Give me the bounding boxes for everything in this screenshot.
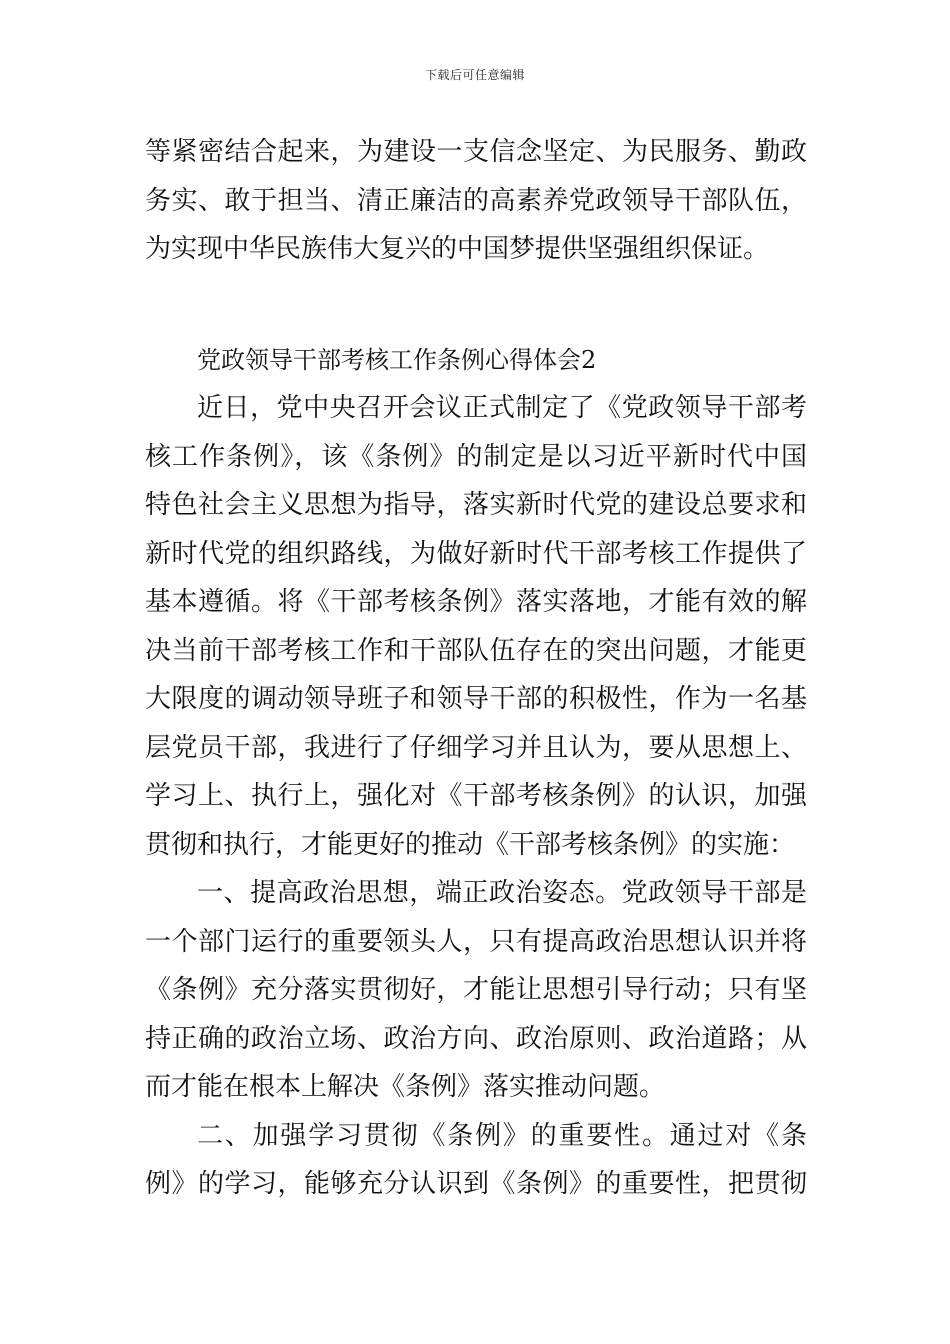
text-line: 特色社会主义思想为指导，落实新时代党的建设总要求和 <box>145 490 807 520</box>
header-note: 下载后可任意编辑 <box>424 68 525 82</box>
text-line: 一个部门运行的重要领头人，只有提高政治思想认识并将 <box>145 926 807 957</box>
intro-paragraph <box>145 128 807 274</box>
text-line: 新时代党的组织路线，为做好新时代干部考核工作提供了 <box>145 538 807 569</box>
text-line: 基本遵循。将《干部考核条例》落实落地，才能有效的解 <box>145 587 807 617</box>
text-line: 决当前干部考核工作和干部队伍存在的突出问题，才能更 <box>145 635 807 666</box>
text-line: 学习上、执行上，强化对《干部考核条例》的认识，加强 <box>145 781 807 811</box>
text-line: 等紧密结合起来，为建设一支信念坚定、为民服务、勤政 <box>145 137 807 167</box>
text-line: 例》的学习，能够充分认识到《条例》的重要性，把贯彻 <box>145 1169 807 1199</box>
text-line: 持正确的政治立场、政治方向、政治原则、政治道路；从 <box>145 1023 807 1054</box>
paragraph-3 <box>145 1112 807 1209</box>
text-line: 务实、敢于担当、清正廉洁的高素养党政领导干部队伍， <box>145 185 807 216</box>
text-line: 核工作条例》，该《条例》的制定是以习近平新时代中国 <box>145 441 807 472</box>
text-line: 一、提高政治思想，端正政治姿态。党政领导干部是 <box>197 878 807 908</box>
text-line: 贯彻和执行，才能更好的推动《干部考核条例》的实施： <box>145 829 796 860</box>
text-line: 大限度的调动领导班子和领导干部的积极性，作为一名基 <box>145 684 807 714</box>
paragraph-1 <box>145 384 807 869</box>
section-title: 党政领导干部考核工作条例心得体会2 <box>197 345 597 374</box>
text-line: 为实现中华民族伟大复兴的中国梦提供坚强组织保证。 <box>145 234 770 264</box>
text-line: 《条例》充分落实贯彻好，才能让思想引导行动；只有坚 <box>145 975 807 1005</box>
section-gap <box>145 274 807 336</box>
text-line: 二、加强学习贯彻《条例》的重要性。通过对《条 <box>197 1120 807 1151</box>
text-line: 层党员干部，我进行了仔细学习并且认为，要从思想上、 <box>145 732 807 763</box>
text-line: 而才能在根本上解决《条例》落实推动问题。 <box>145 1072 666 1102</box>
text-line: 近日，党中央召开会议正式制定了《党政领导干部考 <box>197 393 807 423</box>
document-body <box>145 128 807 1209</box>
paragraph-2 <box>145 869 807 1112</box>
